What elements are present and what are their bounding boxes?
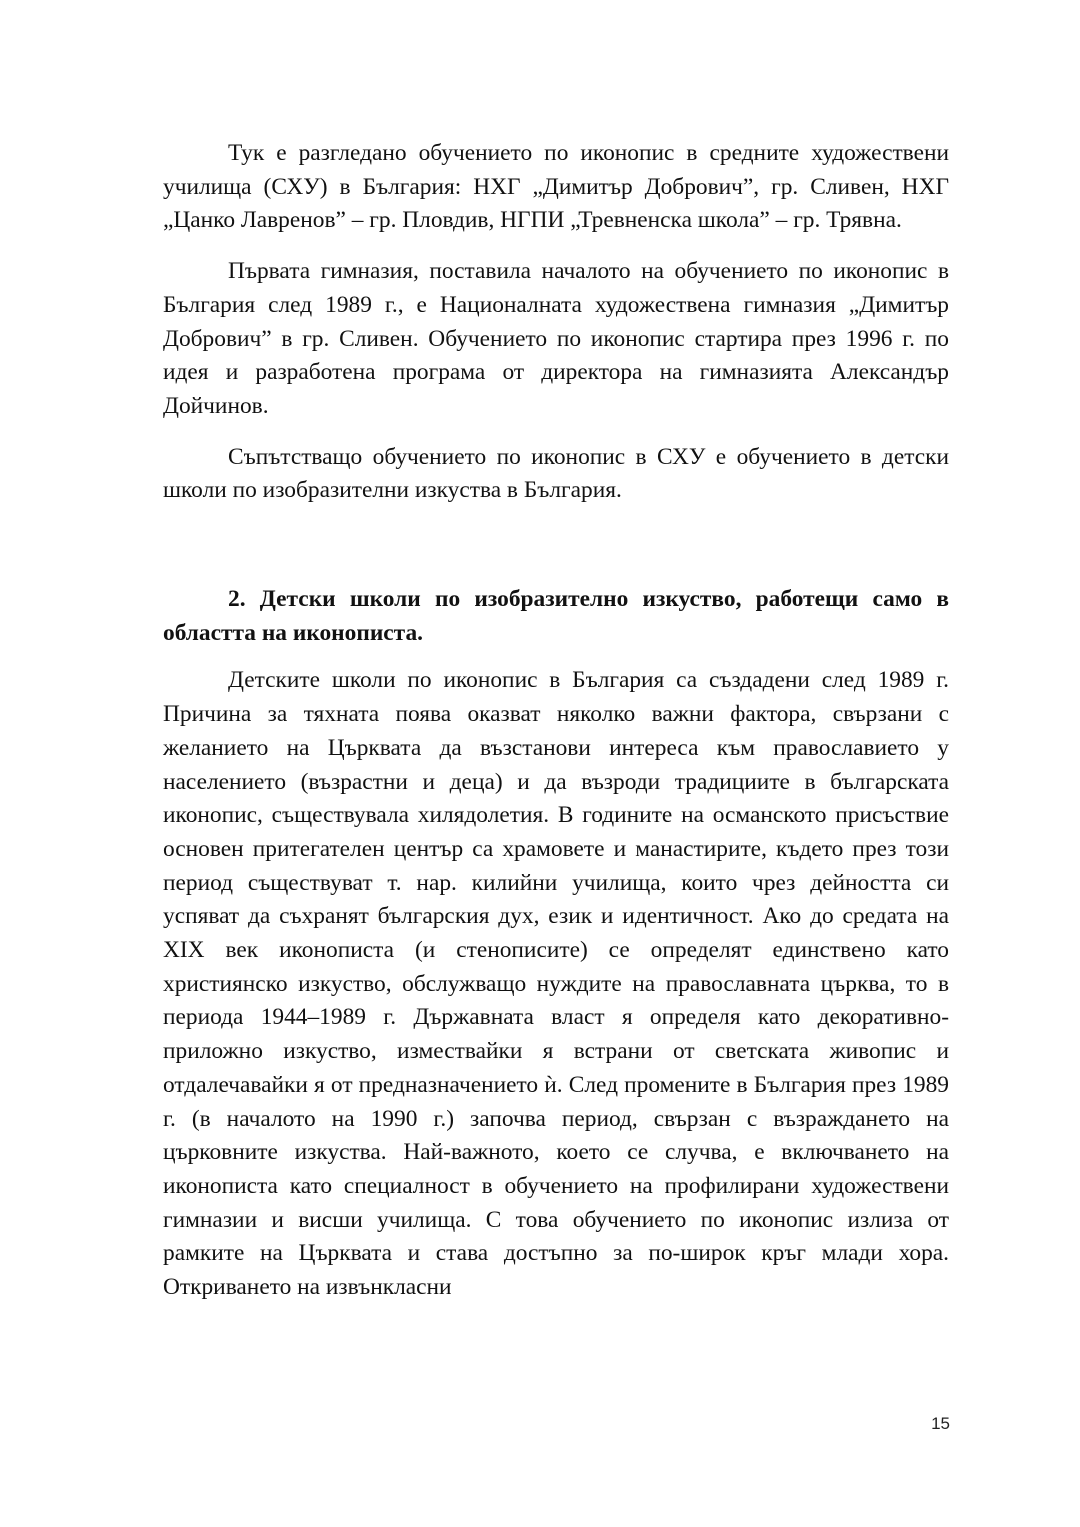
page-number: 15 (931, 1414, 950, 1433)
paragraph-intro: Тук е разгледано обучението по иконопис в средните художествени училища (СХУ) в България: НХГ „Димитър Добрович”, гр. Сливен, НХГ „Цанко Лавренов” – гр. Пловдив, НГПИ „Тревненска школа” – гр. Трявна. (163, 140, 949, 234)
paragraph-accompanying-schools: Съпътстващо обучението по иконопис в СХУ е обучението в детски школи по изобразителни изкуства в България. (163, 443, 949, 504)
paragraph-children-schools: Детските школи по иконопис в България са създадени след 1989 г. Причина за тяхната поява оказват няколко важни фактора, свързани с желанието на Църквата да възстанови интереса към православието у населението (възрастни и деца) и да възроди традициите в българската иконопис, съществувала хилядолетия. В годините на османското присъствие основен притегателен център са храмовете и манастирите, където през този период съществуват т. нар. килийни училища, които чрез дейността си успяват да съхранят българския дух, език и идентичност. Ако до средата на XIX век иконописта (и стенописите) се определят единствено като християнско изкуство, обслужващо нуждите на православната църква, то в периода 1944–1989 г. Държавната власт я определя като декоративно-приложно изкуство, измествайки я встрани от светската живопис и отдалечавайки я от предназначението ѝ. След промените в България през 1989 г. (в началото на 1990 г.) започва период, свързан с възраждането на църковните изкуства. Най-важното, което се случва, е включването на иконописта като специалност в обучението на профилирани художествени гимназии и висши училища. С това обучението по иконопис излиза от рамките на Църквата и става достъпно за по-широк кръг млади хора. Откриването на извънкласни (163, 667, 949, 1301)
document-page (163, 137, 949, 1305)
paragraph-first-gymnasium: Първата гимназия, поставила началото на обучението по иконопис в България след 1989 г., е Националната художествена гимназия „Димитър Добрович” в гр. Сливен. Обучението по иконопис стартира през 1996 г. по идея и разработена програма от директора на гимназията Александър Дойчинов. (163, 258, 949, 419)
section-heading: 2. Детски школи по изобразително изкуство, работещи само в областта на иконописта. (163, 586, 949, 646)
